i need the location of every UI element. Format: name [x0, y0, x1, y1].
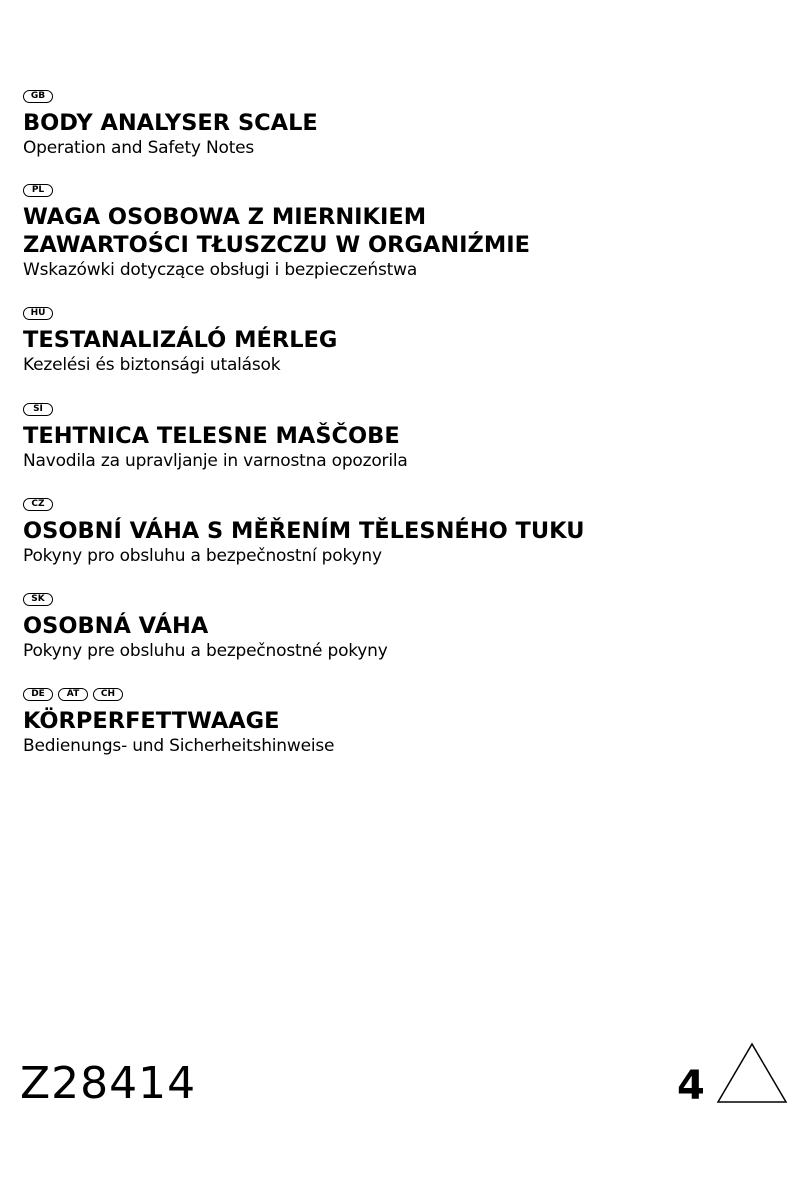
- product-subtitle: Kezelési és biztonsági utalások: [23, 355, 281, 375]
- product-subtitle: Pokyny pre obsluhu a bezpečnostné pokyny: [23, 641, 388, 661]
- page-number: 4: [677, 1063, 705, 1109]
- country-badges: [23, 90, 793, 106]
- product-subtitle: Bedienungs- und Sicherheitshinweise: [23, 736, 335, 756]
- product-subtitle: Pokyny pro obsluhu a bezpečnostní pokyny: [23, 546, 382, 566]
- country-badge-pl: PL: [23, 184, 53, 197]
- country-badges: [23, 498, 793, 514]
- product-subtitle: Operation and Safety Notes: [23, 138, 255, 158]
- model-number: Z28414: [20, 1058, 197, 1109]
- product-title-line: KÖRPERFETTWAAGE: [23, 708, 280, 734]
- language-section-pl: [23, 184, 793, 281]
- country-badge-de: DE: [23, 688, 53, 701]
- country-badges: [23, 688, 793, 704]
- product-title-line: WAGA OSOBOWA Z MIERNIKIEM: [23, 204, 427, 230]
- product-title-line: TEHTNICA TELESNE MAŠČOBE: [23, 423, 400, 449]
- country-badge-si: SI: [23, 403, 53, 416]
- product-title-line: TESTANALIZÁLÓ MÉRLEG: [23, 327, 338, 353]
- warning-triangle-icon: [716, 1042, 788, 1104]
- country-badges: [23, 307, 793, 323]
- country-badge-gb: GB: [23, 90, 53, 103]
- country-badges: [23, 403, 793, 419]
- product-title-line: OSOBNÍ VÁHA S MĚŘENÍM TĚLESNÉHO TUKU: [23, 518, 585, 544]
- language-section-cz: [23, 498, 793, 567]
- language-section-gb: [23, 90, 793, 159]
- language-section-sk: [23, 593, 793, 662]
- country-badges: [23, 593, 793, 609]
- country-badge-at: AT: [58, 688, 88, 701]
- product-title-line: ZAWARTOŚCI TŁUSZCZU W ORGANIŹMIE: [23, 232, 530, 258]
- country-badge-ch: CH: [93, 688, 123, 701]
- country-badges: [23, 184, 793, 200]
- product-title-line: BODY ANALYSER SCALE: [23, 110, 318, 136]
- product-subtitle: Wskazówki dotyczące obsługi i bezpieczeństwa: [23, 260, 418, 280]
- language-section-hu: [23, 307, 793, 376]
- language-section-de-at-ch: [23, 688, 793, 757]
- language-section-si: [23, 403, 793, 472]
- country-badge-hu: HU: [23, 307, 53, 320]
- country-badge-sk: SK: [23, 593, 53, 606]
- product-title-line: OSOBNÁ VÁHA: [23, 613, 209, 639]
- product-subtitle: Navodila za upravljanje in varnostna opozorila: [23, 451, 408, 471]
- country-badge-cz: CZ: [23, 498, 53, 511]
